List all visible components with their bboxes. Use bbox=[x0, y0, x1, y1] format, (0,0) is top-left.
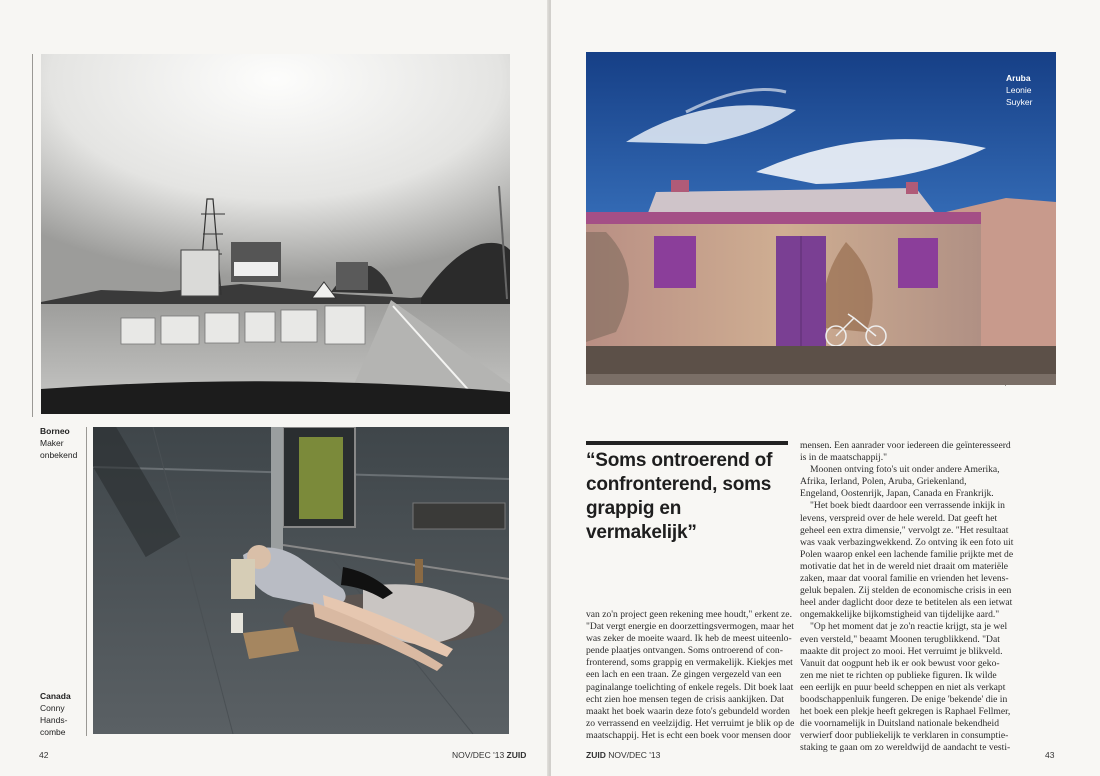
footer-issue: NOV/DEC '13 bbox=[608, 750, 661, 760]
caption-photographer: Maker bbox=[40, 438, 64, 448]
caption-photographer: Hands- bbox=[40, 715, 68, 725]
caption-photographer: onbekend bbox=[40, 450, 78, 460]
article-line: Moonen ontving foto's uit onder andere Amerika, bbox=[810, 464, 1000, 476]
article-line: verwierf door publiekelijk te verklaren in consumptie- bbox=[800, 730, 1009, 742]
article-line: ongemakkelijke bijkomstigheid van tijdelijke aard." bbox=[800, 609, 1000, 621]
article-line: even versteld," beaamt Moonen terugblikkend. "Dat bbox=[800, 633, 1000, 645]
article-line: motivatie dat het in de wereld niet draait om materiële bbox=[800, 560, 1009, 572]
article-line: echt zien hoe mensen tegen de crisis aankijken. Dat bbox=[586, 693, 784, 705]
article-line: Engeland, Oostenrijk, Japan, Canada en Frankrijk. bbox=[800, 488, 994, 500]
article-line: is in de maatschappij." bbox=[800, 452, 888, 464]
photo-canada-street bbox=[93, 427, 509, 734]
caption-place: Aruba bbox=[1006, 73, 1031, 83]
article-column-right bbox=[800, 440, 1032, 754]
caption-photographer: Leonie bbox=[1006, 85, 1032, 95]
article-line: pende plaatjes ontvangen. Soms ontroerend of con- bbox=[586, 645, 783, 657]
article-line: boodschappenluik fungeren. De enige 'bekende' die in bbox=[800, 693, 1008, 705]
pullquote-rule bbox=[586, 441, 788, 445]
article-line: maatschappij. Het is echt een boek voor mensen door bbox=[586, 729, 791, 741]
article-line: paginalange toelichting of enkele regels. Dit boek laat bbox=[586, 681, 794, 693]
article-line: Polen waarop enkel een lachende familie prijkte met de bbox=[800, 548, 1014, 560]
caption-place: Canada bbox=[40, 691, 71, 701]
article-line: geheel een extra dimensie," vervolgt ze. "Het resultaat bbox=[800, 524, 1009, 536]
running-footer bbox=[452, 750, 526, 760]
caption-borneo bbox=[40, 425, 77, 461]
caption-place: Borneo bbox=[40, 426, 70, 436]
page-number: 42 bbox=[39, 750, 49, 760]
article-line: staking te gaan om zo wereldwijd de aandacht te vesti- bbox=[800, 742, 1011, 754]
article-line: "Dat vergt energie en doorzettingsvermogen, maar het bbox=[586, 621, 794, 633]
article-line: van zo'n project geen rekening mee houdt," erkent ze. bbox=[586, 609, 792, 620]
article-line: die voornamelijk in Duitsland nationale bekendheid bbox=[800, 718, 1000, 730]
article-line: geluk bepalen. Zij stelden de economische crisis in een bbox=[800, 585, 1012, 597]
article-line: levens, verspreid over de hele wereld. Dat geeft het bbox=[800, 512, 998, 524]
article-line: Vanuit dat oogpunt heb ik er ook bewust voor geko- bbox=[800, 657, 1000, 669]
left-page bbox=[0, 0, 549, 776]
article-line: was vaak verbazingwekkend. Zo ontving ik een foto uit bbox=[800, 536, 1014, 548]
footer-brand: ZUID bbox=[506, 750, 527, 760]
footer-issue: NOV/DEC '13 bbox=[452, 750, 505, 760]
footer-brand: ZUID bbox=[586, 750, 606, 760]
article-line: "Het boek biedt daardoor een verrassende inkijk in bbox=[810, 500, 1005, 512]
article-line: heel ander daglicht door deze te betitelen als een ietwat bbox=[800, 597, 1013, 609]
photo-aruba-house bbox=[586, 52, 1056, 385]
photo-borneo-road bbox=[41, 54, 510, 414]
page-number: 43 bbox=[1045, 750, 1055, 760]
caption-photographer: Conny bbox=[40, 703, 65, 713]
caption-rule-bottom bbox=[86, 427, 87, 736]
caption-photographer: combe bbox=[40, 727, 66, 737]
article-column-left bbox=[586, 609, 798, 742]
article-line: maakte dit project zo mooi. Het verruimt je blikveld. bbox=[800, 645, 1003, 657]
running-footer bbox=[586, 750, 660, 760]
article-line: zen me niet te richten op publieke figuren. Ik wilde bbox=[800, 669, 997, 681]
article-line: een lach en een traan. Ze gingen vergezeld van een bbox=[586, 669, 782, 681]
article-line: zaken, maar dat vooral familie en vrienden het levens- bbox=[800, 573, 1009, 585]
article-line: een eerlijk en puur beeld scheppen en niet als verkapt bbox=[800, 681, 1006, 693]
caption-photographer: Suyker bbox=[1006, 97, 1033, 107]
article-line: het boek een plekje heeft gekregen is Raphael Fellmer, bbox=[800, 706, 1011, 718]
caption-canada bbox=[40, 690, 71, 738]
pullquote: “Soms ontroerend of confronterend, soms grappig en vermakelijk” bbox=[586, 450, 773, 543]
caption-aruba bbox=[1006, 72, 1032, 108]
article-line: was zeker de moeite waard. Ik heb de meest uiteenlo- bbox=[586, 633, 792, 645]
caption-rule-top bbox=[32, 54, 33, 417]
article-line: maakt het boek waarin deze foto's gebundeld worden bbox=[586, 705, 790, 717]
article-line: "Op het moment dat je zo'n reactie krijgt, sta je wel bbox=[810, 621, 1008, 633]
article-line: zo verrassend en veelzijdig. Het verruimt je blik op de bbox=[586, 717, 795, 729]
article-line: fronterend, soms grappig en vermakelijk. Kiekjes met bbox=[586, 657, 793, 669]
article-line: mensen. Een aanrader voor iedereen die geïnteresseerd bbox=[800, 440, 1011, 451]
article-line: Afrika, Ierland, Polen, Aruba, Griekenland, bbox=[800, 476, 967, 488]
